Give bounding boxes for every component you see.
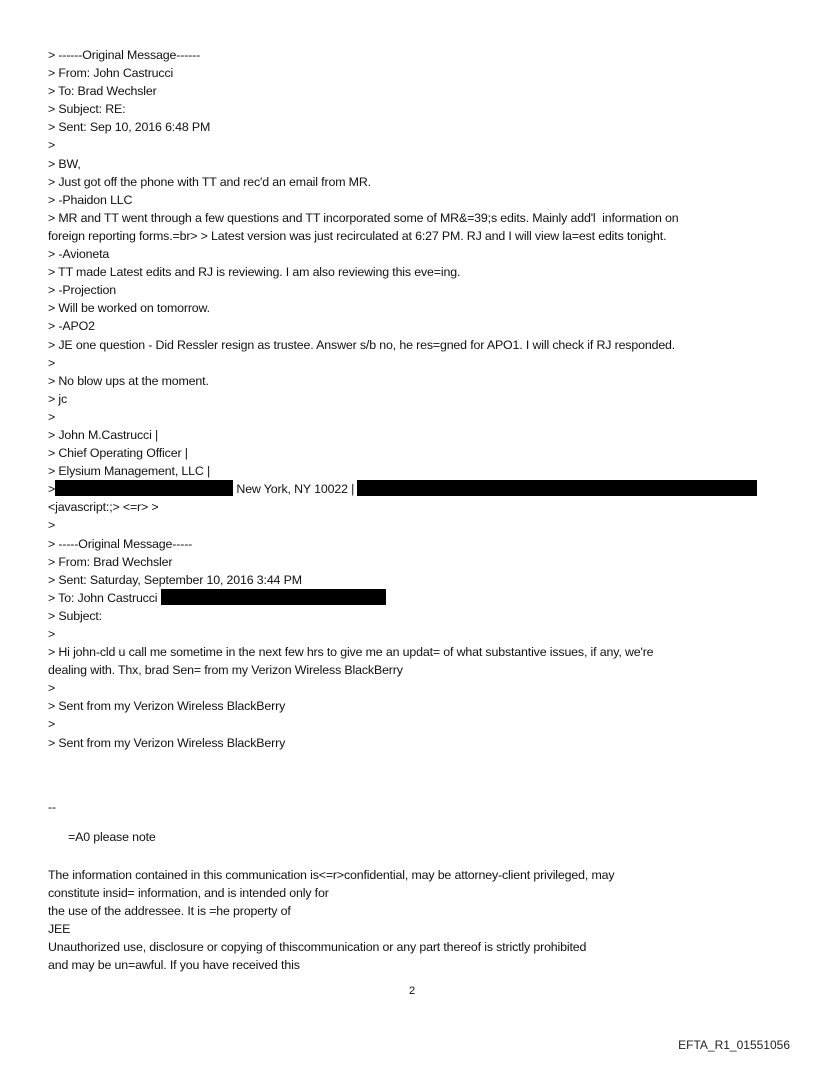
page-number: 2 bbox=[408, 985, 416, 998]
text-line: > Sent from my Verizon Wireless BlackBerry bbox=[48, 735, 286, 750]
text-line: > BW, bbox=[48, 156, 81, 171]
text-line: > TT made Latest edits and RJ is reviewing. I am also reviewing this eve=ing. bbox=[48, 265, 461, 280]
text-line: > Hi john-cld u call me sometime in the next few hrs to give me an updat= of what substantive issues, if any, we're bbox=[48, 645, 654, 660]
text-line: > John M.Castrucci | bbox=[48, 427, 159, 442]
text-line: > -Phaidon LLC bbox=[48, 192, 133, 207]
text-line: > bbox=[48, 518, 56, 533]
text-line: > From: John Castrucci bbox=[48, 66, 174, 81]
redacted-address-line bbox=[48, 480, 796, 498]
email-thread bbox=[48, 46, 796, 752]
redaction-box bbox=[357, 480, 757, 496]
text-line: The information contained in this communication is<=r>confidential, may be attorney-client privileged, may bbox=[48, 867, 615, 882]
text-line: > Subject: RE: bbox=[48, 102, 126, 117]
text-line: > Elysium Management, LLC | bbox=[48, 464, 211, 479]
redaction-box bbox=[55, 480, 233, 496]
text-line: > Just got off the phone with TT and rec'd an email from MR. bbox=[48, 174, 371, 189]
text-line: > No blow ups at the moment. bbox=[48, 373, 209, 388]
text-line: > bbox=[48, 355, 56, 370]
text-line: JEE bbox=[48, 922, 71, 937]
redaction-box bbox=[161, 589, 386, 605]
text-line: foreign reporting forms.=br> > Latest version was just recirculated at 6:27 PM. RJ and I will view la=est edits tonight. bbox=[48, 228, 667, 243]
text-line: <javascript:;> <=r> > bbox=[48, 500, 159, 515]
signature-separator: -- bbox=[48, 799, 56, 814]
text-line: > bbox=[48, 717, 56, 732]
text-line: > To: Brad Wechsler bbox=[48, 84, 157, 99]
text-line: > JE one question - Did Ressler resign as trustee. Answer s/b no, he res=gned for APO1. I will check if RJ responded. bbox=[48, 337, 676, 352]
text-line: > MR and TT went through a few questions and TT incorporated some of MR&=39;s edits. Mainly add'l information on bbox=[48, 210, 679, 225]
spacer bbox=[48, 846, 796, 866]
text-line: > -Projection bbox=[48, 283, 116, 298]
text-line: > jc bbox=[48, 391, 68, 406]
address-text: New York, NY 10022 | bbox=[236, 482, 355, 497]
text-line: > -----Original Message----- bbox=[48, 536, 193, 551]
text-line: > Sent from my Verizon Wireless BlackBerry bbox=[48, 699, 286, 714]
text-line: and may be un=awful. If you have received this bbox=[48, 958, 300, 973]
text-line: > Will be worked on tomorrow. bbox=[48, 301, 210, 316]
text-line: > Subject: bbox=[48, 608, 102, 623]
text-line: > -Avioneta bbox=[48, 247, 110, 262]
text-line: > bbox=[48, 409, 56, 424]
text-line: > bbox=[48, 138, 56, 153]
text-line: > bbox=[48, 681, 56, 696]
spacer bbox=[48, 752, 796, 798]
spacer bbox=[48, 816, 796, 828]
text-line: > bbox=[48, 627, 56, 641]
signature-note: =A0 please note bbox=[68, 829, 156, 844]
document-id: EFTA_R1_01551056 bbox=[678, 1038, 790, 1053]
disclaimer bbox=[48, 866, 796, 975]
text-line: > From: Brad Wechsler bbox=[48, 554, 173, 569]
text-line: > Chief Operating Officer | bbox=[48, 446, 188, 461]
text-line: the use of the addressee. It is =he property of bbox=[48, 904, 291, 919]
text-line: Unauthorized use, disclosure or copying of thiscommunication or any part thereof is strictly prohibited bbox=[48, 940, 587, 955]
text-line: constitute insid= information, and is intended only for bbox=[48, 885, 329, 900]
text-line: > Sent: Sep 10, 2016 6:48 PM bbox=[48, 120, 211, 135]
quote-marker: > bbox=[48, 482, 56, 497]
text-line: > ------Original Message------ bbox=[48, 48, 201, 62]
text-line: dealing with. Thx, brad Sen= from my Verizon Wireless BlackBerry bbox=[48, 663, 403, 678]
text-line: > -APO2 bbox=[48, 319, 95, 334]
to-line-text: > To: John Castrucci bbox=[48, 590, 161, 605]
to-line bbox=[48, 589, 796, 607]
text-line: > Sent: Saturday, September 10, 2016 3:44 PM bbox=[48, 572, 302, 587]
